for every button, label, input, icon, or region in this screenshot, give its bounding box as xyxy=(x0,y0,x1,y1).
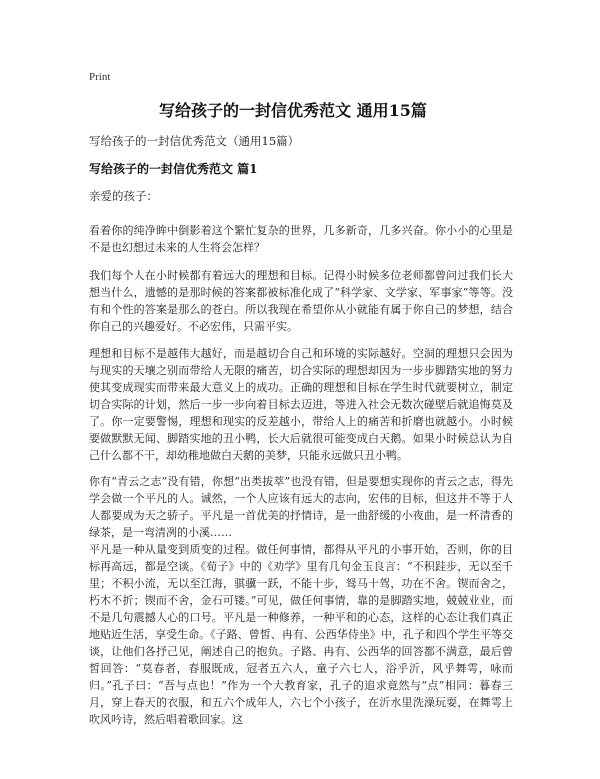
print-label: Print xyxy=(89,71,111,83)
paragraph: 平凡是一种从量变到质变的过程。做任何事情，都得从平凡的小事开始，否则，你的目标再高远，都是空谈。《荀子》中的《劝学》里有几句金玉良言：“不积跬步，无以至千里；不积小流，无以至江海，骐骥一跃，不能十步，驽马十驾，功在不舍。锲而舍之，朽木不折；锲而不舍，金石可镂。”可见，做任何事情，靠的是脚踏实地，兢兢业业，而不是几句震撼人心的口号。平凡是一种修养，一种平和的心态，这样的心态让我们真正地贴近生活，享受生命。《子路、曾皙、冉有、公西华侍坐》中，孔子和四个学生平等交谈，让他们各抒己见，阐述自己的抱负。子路、冉有、公西华的回答都不满意，最后曾皙回答：“莫春者，春服既成，冠者五六人，童子六七人，浴乎沂，风乎舞雩，咏而归。”孔子曰：“吾与点也！”作为一个大教育家，孔子的追求竟然与“点”相同：暮春三月，穿上春天的衣服，和五六个成年人，六七个小孩子，在沂水里洗澡玩耍，在舞雩上吹风吟诗，然后唱着歌回家。这 xyxy=(89,543,513,726)
paragraph: 你有“青云之志”没有错，你想“出类拔萃”也没有错，但是要想实现你的青云之志，得先学会做一个平凡的人。诚然，一个人应该有远大的志向，宏伟的目标，但这并不等于人人都要成为天之骄子。平凡是一首优美的抒情诗，是一曲舒缓的小夜曲，是一杯清香的绿茶，是一弯清冽的小溪…… xyxy=(89,475,513,539)
salutation: 亲爱的孩子： xyxy=(89,189,158,203)
paragraph: 看着你的纯净眸中倒影着这个繁忙复杂的世界，几多新奇，几多兴奋。你小小的心里是不是也幻想过未来的人生将会怎样？ xyxy=(89,224,513,254)
section-heading: 写给孩子的一封信优秀范文 篇1 xyxy=(89,162,258,176)
subtitle: 写给孩子的一封信优秀范文（通用15篇） xyxy=(89,134,300,148)
page-title: 写给孩子的一封信优秀范文 通用15篇 xyxy=(159,101,427,120)
paragraph: 理想和目标不是越伟大越好，而是越切合自己和环境的实际越好。空洞的理想只会因为与现实的天壤之别而带给人无限的痛苦，切合实际的理想却因为一步步脚踏实地的努力使其变成现实而带来最大意义上的成功。正确的理想和目标在学生时代就要树立，制定切合实际的计划，然后一步一步向着目标去迈进，等进入社会无数次碰壁后就追悔莫及了。你一定要警惕，理想和现实的反差越小，带给人上的痛苦和折磨也就越小。小时候要做默默无闻、脚踏实地的丑小鸭，长大后就很可能变成白天鹅。如果小时候总认为自己什么都不干，却幼稚地做白天鹅的美梦，只能永远做只丑小鸭。 xyxy=(89,347,513,462)
paragraph: 我们每个人在小时候都有着远大的理想和目标。记得小时候多位老师都曾问过我们长大想当什么，遗憾的是那时候的答案都被标准化成了“科学家、文学家、军事家”等等。没有和个性的答案是那么的苍白。所以我现在希望你从小就能有属于你自己的梦想，结合你自己的兴趣爱好。不必宏伟，只需平实。 xyxy=(89,269,513,333)
